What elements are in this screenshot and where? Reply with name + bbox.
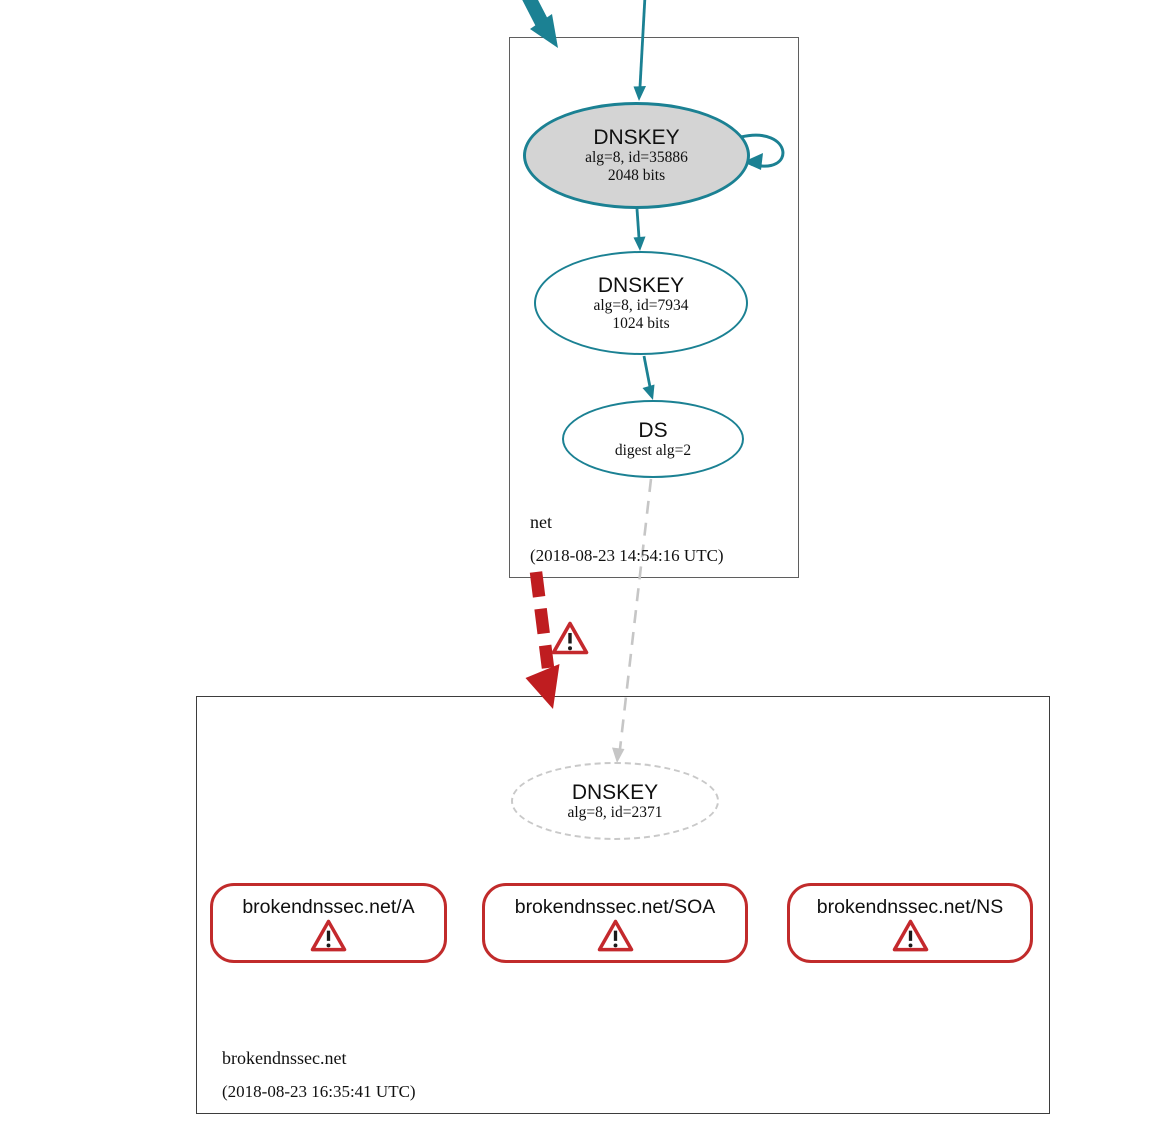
zone-name-brokendnssec-net: brokendnssec.net xyxy=(222,1048,347,1068)
rrset-a[interactable] xyxy=(210,883,447,963)
node-title: DNSKEY xyxy=(593,126,680,149)
zone-name-net: net xyxy=(530,512,552,532)
node-bits: 2048 bits xyxy=(607,167,666,184)
rrset-label: brokendnssec.net/SOA xyxy=(514,896,716,918)
node-title: DNSKEY xyxy=(597,273,685,297)
warning-icon xyxy=(551,621,589,656)
node-title: DS xyxy=(638,418,668,442)
zone-timestamp-net: (2018-08-23 14:54:16 UTC) xyxy=(530,546,724,565)
node-dnskey-ksk[interactable] xyxy=(523,102,750,209)
zone-timestamp-brokendnssec-net: (2018-08-23 16:35:41 UTC) xyxy=(222,1082,416,1101)
node-alg-id: alg=8, id=7934 xyxy=(593,296,689,314)
node-ds[interactable] xyxy=(562,400,744,478)
rrset-label: brokendnssec.net/NS xyxy=(816,896,1004,918)
rrset-label: brokendnssec.net/A xyxy=(242,896,415,918)
warning-icon xyxy=(597,919,634,953)
node-alg-id: alg=8, id=2371 xyxy=(567,803,663,821)
node-title: DNSKEY xyxy=(571,780,659,804)
rrset-ns[interactable] xyxy=(787,883,1033,963)
node-alg-id: alg=8, id=35886 xyxy=(585,149,688,166)
node-bits: 1024 bits xyxy=(612,314,670,332)
warning-icon xyxy=(892,919,929,953)
node-dnskey-zsk[interactable] xyxy=(534,251,748,355)
rrset-soa[interactable] xyxy=(482,883,748,963)
node-dnskey-insecure[interactable] xyxy=(511,762,719,840)
warning-icon xyxy=(310,919,347,953)
node-digest-alg: digest alg=2 xyxy=(614,441,692,459)
